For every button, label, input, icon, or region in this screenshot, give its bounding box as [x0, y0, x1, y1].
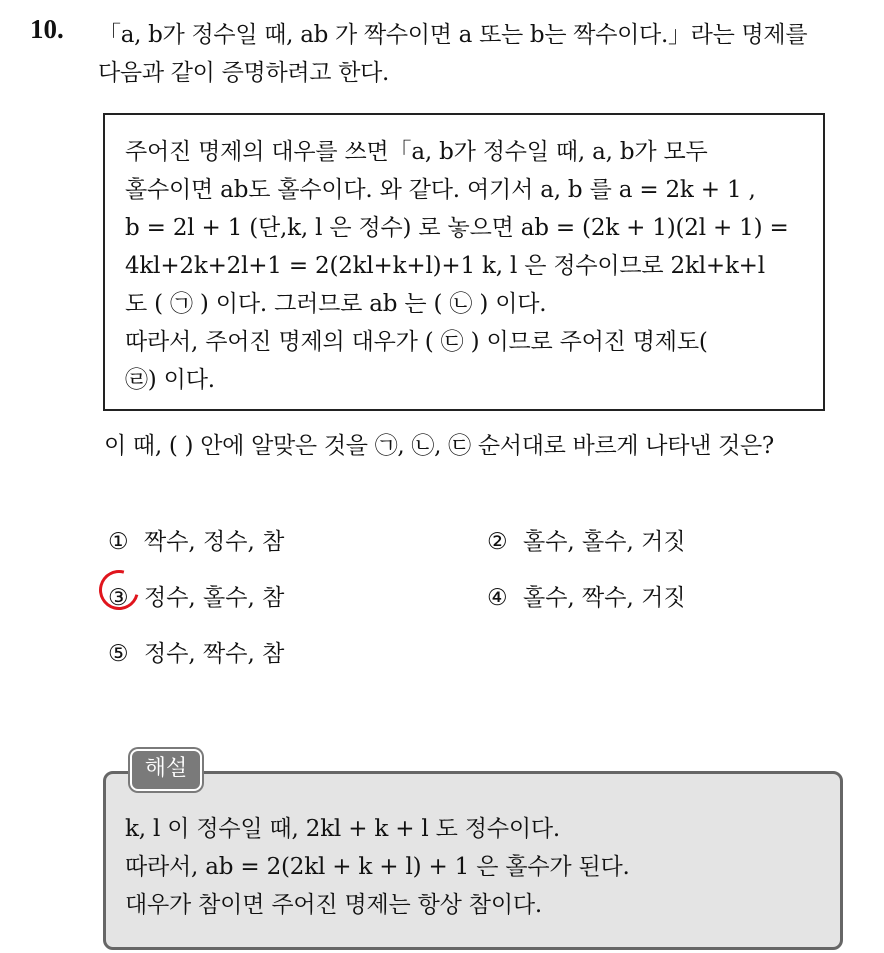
choice-number: ② — [487, 529, 508, 555]
choice-1[interactable] — [108, 523, 284, 556]
proof-box — [103, 113, 825, 411]
choice-5[interactable] — [108, 635, 284, 668]
choice-number: ③ — [108, 585, 129, 611]
choice-number: ① — [108, 529, 129, 555]
question-prompt: 이 때, ( ) 안에 알맞은 것을 ㉠, ㉡, ㉢ 순서대로 바르게 나타낸 것은? — [104, 433, 774, 459]
choice-text: 홀수, 짝수, 거짓 — [523, 585, 686, 611]
choice-4[interactable] — [487, 579, 686, 612]
proof-line: b = 2l + 1 (단,k, l 은 정수) 로 놓으면 ab = (2k + 1)(2l + 1) = — [125, 215, 789, 241]
proof-line: 4kl+2k+2l+1 = 2(2kl+k+l)+1 k, l 은 정수이므로 2kl+k+l — [125, 253, 765, 279]
choice-text: 홀수, 홀수, 거짓 — [523, 529, 686, 555]
proof-line: 주어진 명제의 대우를 쓰면「a, b가 정수일 때, a, b가 모두 — [125, 139, 708, 165]
proof-line: ㉣) 이다. — [125, 367, 215, 393]
solution-line: 따라서, ab = 2(2kl + k + l) + 1 은 홀수가 된다. — [125, 854, 630, 880]
solution-line: k, l 이 정수일 때, 2kl + k + l 도 정수이다. — [125, 816, 560, 842]
question-text-line-1: 「a, b가 정수일 때, ab 가 짝수이면 a 또는 b는 짝수이다.」라는 명제를 — [98, 22, 808, 48]
choice-number: ⑤ — [108, 641, 129, 667]
proof-line: 따라서, 주어진 명제의 대우가 ( ㉢ ) 이므로 주어진 명제도( — [125, 329, 708, 355]
choice-number: ④ — [487, 585, 508, 611]
proof-line: 도 ( ㉠ ) 이다. 그러므로 ab 는 ( ㉡ ) 이다. — [125, 291, 547, 317]
solution-line: 대우가 참이면 주어진 명제는 항상 참이다. — [125, 892, 542, 918]
choice-2[interactable] — [487, 523, 686, 556]
question-number: 10. — [30, 14, 64, 44]
proof-line: 홀수이면 ab도 홀수이다. 와 같다. 여기서 a, b 를 a = 2k + 1 , — [125, 177, 756, 203]
choice-text: 짝수, 정수, 참 — [144, 529, 285, 555]
solution-tag: 해설 — [130, 749, 202, 791]
question-text-line-2: 다음과 같이 증명하려고 한다. — [98, 60, 390, 86]
choice-text: 정수, 짝수, 참 — [144, 641, 285, 667]
choice-text: 정수, 홀수, 참 — [144, 585, 285, 611]
